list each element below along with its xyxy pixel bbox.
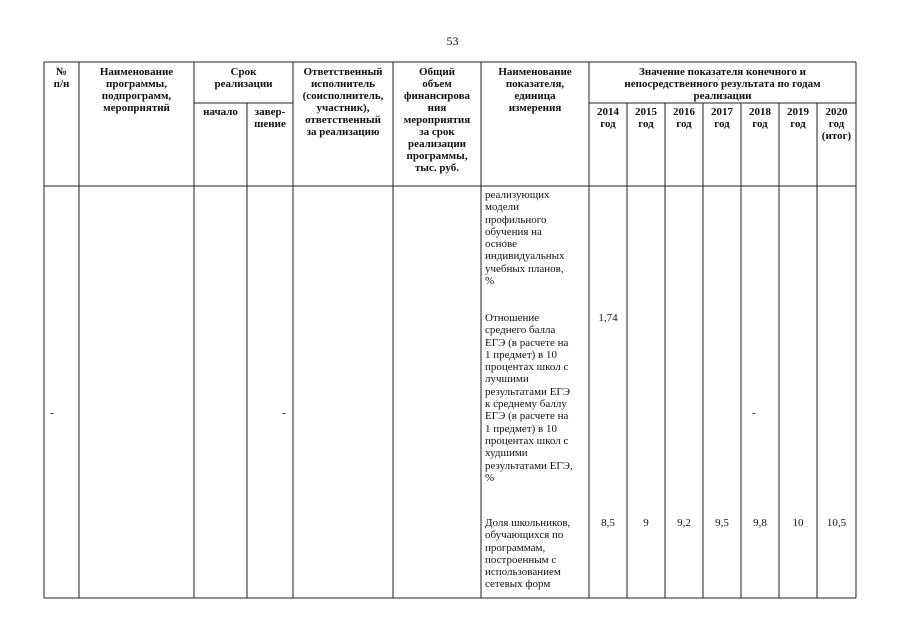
header-term-start: начало [203, 106, 238, 118]
value-cell-2-2014: 1,74 [598, 312, 618, 324]
value-cell-3-2018: 9,8 [753, 517, 767, 529]
header-term: Срок реализации [214, 66, 273, 90]
header-year-2016: 2016 год [673, 106, 695, 130]
header-name: Наименование программы, подпрограмм, мероприятий [99, 66, 174, 114]
value-cell-3-2017: 9,5 [715, 517, 729, 529]
header-values-group: Значение показателя конечного и непосредственного результата по годам реализации [624, 66, 821, 102]
value-cell-3-2020: 10,5 [826, 517, 847, 529]
header-year-2017: 2017 год [711, 106, 733, 130]
dash-mark-term-end: - [282, 407, 286, 419]
header-executor: Ответственный исполнитель (соисполнитель, участник), ответственный за реализацию [302, 66, 384, 138]
value-cell-3-2015: 9 [643, 517, 649, 529]
header-year-2019: 2019 год [787, 106, 809, 130]
indicator-cell-1: реализующих модели профильного обучения на основе индивидуальных учебных планов, % [485, 189, 565, 288]
indicator-cell-3: Доля школьников, обучающихся по программам, построенным с использованием сетевых форм [485, 517, 571, 591]
header-indicator: Наименование показателя, единица измерения [498, 66, 572, 114]
page-number: 53 [446, 34, 459, 48]
header-term-end: завер- шение [254, 106, 286, 130]
dash-mark-num: - [50, 407, 54, 419]
value-cell-3-2016: 9,2 [677, 517, 691, 529]
indicator-cell-2: Отношение среднего балла ЕГЭ (в расчете на 1 предмет) в 10 процентах школ с лучшими результатами ЕГЭ к среднему баллу ЕГЭ (в расчете на 1 предмет) в 10 процентах школ с худшими результатами ЕГЭ, % [485, 312, 573, 484]
dash-mark-2018: - [752, 407, 756, 419]
header-year-2018: 2018 год [749, 106, 771, 130]
header-num: № п/н [53, 66, 70, 90]
header-year-2015: 2015 год [635, 106, 657, 130]
header-year-2014: 2014 год [597, 106, 619, 130]
header-volume: Общий объем финансирова ния мероприятия за срок реализации программы, тыс. руб. [403, 66, 471, 174]
value-cell-3-2014: 8,5 [601, 517, 615, 529]
value-cell-3-2019: 10 [792, 517, 804, 529]
header-year-2020: 2020 год (итог) [821, 106, 852, 142]
